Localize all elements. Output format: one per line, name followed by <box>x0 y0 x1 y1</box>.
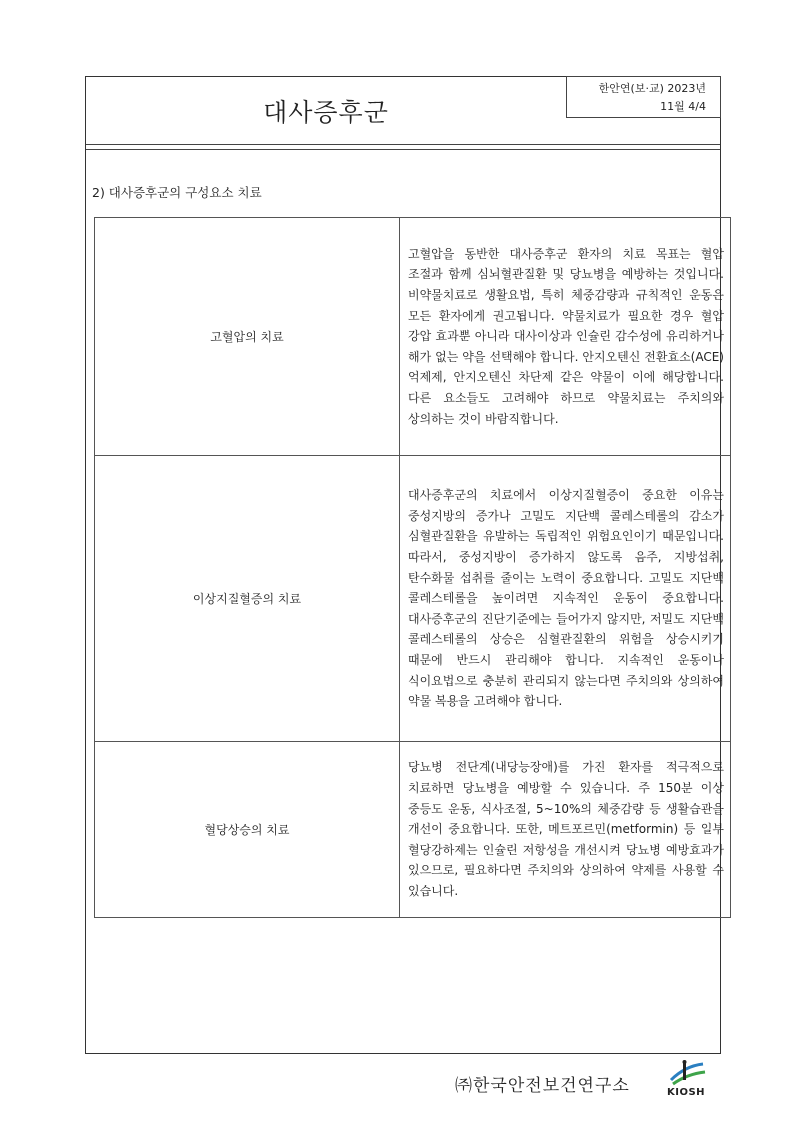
row-label: 혈당상승의 치료 <box>95 742 400 918</box>
row-description: 당뇨병 전단계(내당능장애)를 가진 환자를 적극적으로 치료하면 당뇨병을 예방할 수 있습니다. 주 150분 이상 중등도 운동, 식사조절, 5~10%의 체중감량 등 생활습관을 개선이 중요합니다. 또한, 메트포르민(metformin) 등 일부 혈당강하제는 인슐린 저항성을 개선시켜 당뇨병 예방효과가 있으므로, 필요하다면 주치의와 상의하여 약제를 사용할 수 있습니다. <box>400 742 731 918</box>
row-description: 고혈압을 동반한 대사증후군 환자의 치료 목표는 혈압 조절과 함께 심뇌혈관질환 및 당뇨병을 예방하는 것입니다. 비약물치료로 생활요법, 특히 체중감량과 규칙적인 운동은 모든 환자에게 권고됩니다. 약물치료가 필요한 경우 혈압 강압 효과뿐 아니라 대사이상과 인슐린 감수성에 유리하거나 해가 없는 약을 선택해야 합니다. 안지오텐신 전환효소(ACE) 억제제, 안지오텐신 차단제 같은 약물이 이에 해당합니다. 다른 요소들도 고려해야 하므로 약물치료는 주치의와 상의하는 것이 바람직합니다. <box>400 218 731 456</box>
table-row <box>95 456 731 742</box>
publisher-line: 한안연(보·교) 2023년 <box>598 82 706 95</box>
kiosh-logo-icon <box>665 1060 709 1086</box>
kiosh-logo <box>665 1060 715 1100</box>
page-frame <box>85 76 724 1054</box>
page-number: 11월 4/4 <box>660 100 706 113</box>
row-description: 대사증후군의 치료에서 이상지질혈증이 중요한 이유는 중성지방의 증가나 고밀도 지단백 콜레스테롤의 감소가 심혈관질환을 유발하는 독립적인 위험요인이기 때문입니다. 따라서, 중성지방이 증가하지 않도록 음주, 지방섭취, 탄수화물 섭취를 줄이는 노력이 중요합니다. 고밀도 지단백 콜레스테롤을 높이려면 지속적인 운동이 중요합니다. 대사증후군의 진단기준에는 들어가지 않지만, 저밀도 지단백 콜레스테롤의 상승은 심혈관질환의 위험을 상승시키기 때문에 반드시 관리해야 합니다. 지속적인 운동이나 식이요법으로 충분히 관리되지 않는다면 주치의와 상의하여 약물 복용을 고려해야 합니다. <box>400 456 731 742</box>
section-heading: 2) 대사증후군의 구성요소 치료 <box>92 185 262 200</box>
table-row <box>95 742 731 918</box>
page-title: 대사증후군 <box>263 98 389 127</box>
header-divider-bottom <box>86 149 720 150</box>
treatment-table <box>94 217 731 918</box>
header-divider-top <box>86 144 720 145</box>
logo-text: KIOSH <box>667 1087 706 1098</box>
table-row <box>95 218 731 456</box>
row-label: 고혈압의 치료 <box>95 218 400 456</box>
row-label: 이상지질혈증의 치료 <box>95 456 400 742</box>
organization-name: ㈜한국안전보건연구소 <box>455 1076 630 1096</box>
document-info-box <box>566 76 721 118</box>
